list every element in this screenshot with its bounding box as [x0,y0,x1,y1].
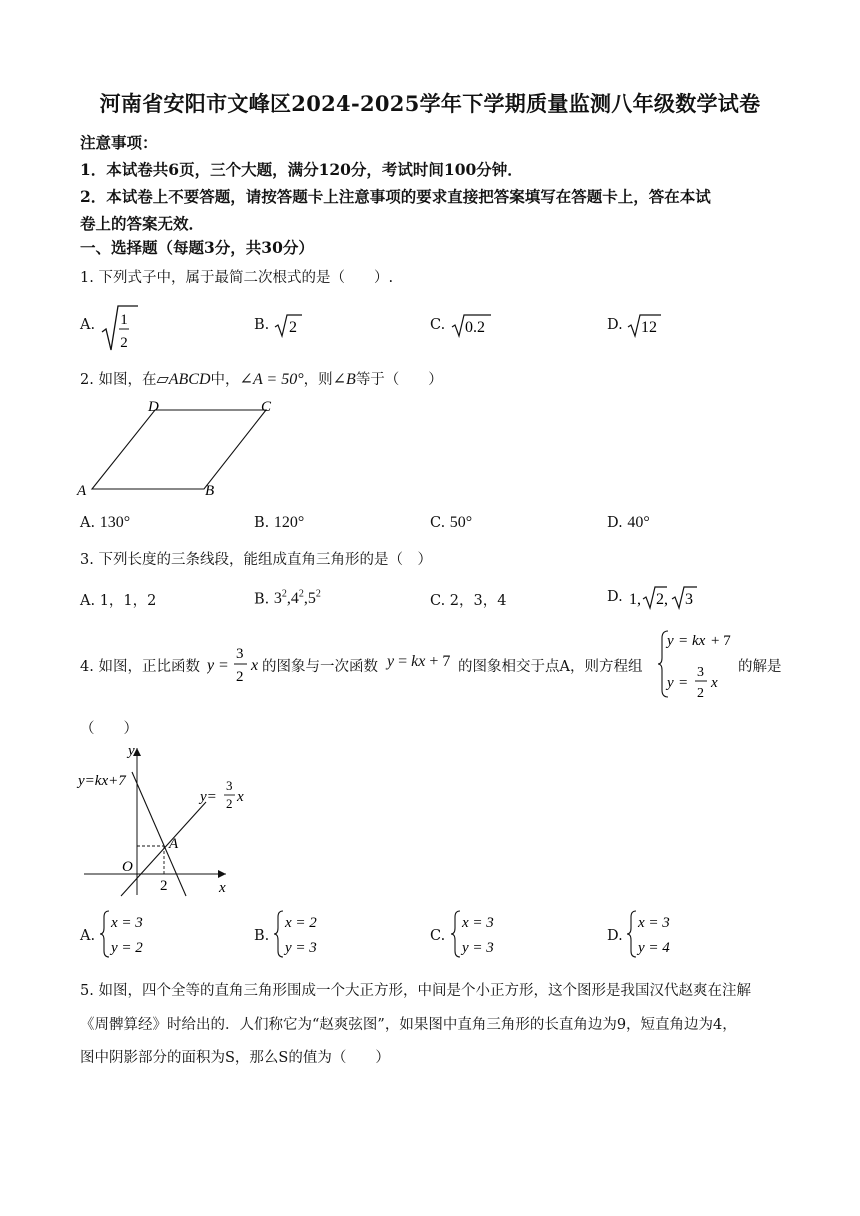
q4-option-b-letter: B. [254,928,270,944]
question-5-line-2: 《周髀算经》时给出的．人们称它为“赵爽弦图”，如果图中直角三角形的长直角边为9，短直角边为4， [80,1017,737,1033]
vertex-a-label: A [77,483,87,499]
svg-text:y = 3: y = 3 [462,940,494,956]
notice-heading: 注意事项： [80,133,158,152]
svg-text:3: 3 [697,665,704,680]
origin-label: O [122,859,133,875]
svg-text:x = 3: x = 3 [111,915,143,931]
vertex-b-label: B [205,483,215,499]
q2-option-a: A. 130° [80,514,131,531]
svg-text:2,: 2, [656,591,668,608]
q1-c-value: 0.2 [465,319,485,336]
q4-option-b-system [274,908,334,960]
svg-text:x: x [251,657,259,674]
q1-option-d-letter: D. [607,317,623,333]
angle-a: ∠A = 50° [239,371,304,388]
line-kx-plus-7 [132,772,186,896]
question-4-stem-b: 的图象与一次函数 [262,659,378,675]
q2-option-b: B. 120° [254,514,305,531]
q1-b-value: 2 [289,319,297,336]
svg-text:x: x [237,789,244,805]
svg-text:3: 3 [236,646,244,662]
tick-2-label: 2 [160,878,168,894]
q1-option-d-radical [627,312,663,338]
q3-option-b: B. $3^2,4^2,5^2$ [254,589,321,608]
question-4-stem-d: 的解是 [738,659,782,675]
line1-label: y=kx+7 [78,773,126,789]
svg-text:x: x [711,675,718,691]
svg-text:=: = [219,657,229,674]
question-5-line-3: 图中阴影部分的面积为S，那么S的值为（ ） [80,1050,390,1066]
svg-text:+ 7: + 7 [711,633,731,649]
q1-option-c-letter: C. [430,317,446,333]
svg-text:x = 3: x = 3 [462,915,494,931]
question-1-stem: 1. 下列式子中，属于最简二次根式的是（ ）. [80,270,394,286]
notice-item-2: 2．本试卷上不要答题，请按答题卡上注意事项的要求直接把答案填写在答题卡上，答在本试 [80,187,711,206]
q4-option-d-letter: D. [607,928,623,944]
q4-proportional-function [207,641,263,687]
x-axis-label: x [219,880,226,896]
q1-option-c-radical [451,312,493,338]
svg-text:y = 4: y = 4 [638,940,670,956]
q4-equation-system [655,626,747,702]
question-3-stem: 3. 下列长度的三条线段，能组成直角三角形的是（ ） [80,552,432,568]
q3-option-c: C. 2，3，4 [430,593,507,609]
notice-item-2-cont: 卷上的答案无效． [80,214,205,233]
question-4-stem-a: 4. 如图，正比函数 [80,659,200,675]
q4-option-c-system [451,908,511,960]
svg-text:2: 2 [697,686,704,701]
q2-option-d: D. 40° [607,514,650,531]
question-4-paren: （ ） [80,721,138,737]
svg-text:y = 3: y = 3 [285,940,317,956]
question-2-stem: 2. 如图，在▱ABCD中，∠A = 50°，则∠B等于（ ） [80,371,443,388]
svg-text:y: y [667,633,674,649]
parallelogram-name: ▱ABCD [156,371,211,388]
q1-option-a-radical [100,302,140,354]
q4-option-c-letter: C. [430,928,446,944]
vertex-c-label: C [261,399,272,415]
svg-text:2: 2 [236,669,244,685]
angle-b: ∠B [332,371,356,388]
q4-option-a-letter: A. [80,928,96,944]
q4-option-a-system [100,908,160,960]
page-title: 河南省安阳市文峰区2024-2025学年下学期质量监测八年级数学试卷 [99,91,761,116]
svg-text:3: 3 [226,778,233,793]
q1-option-b-letter: B. [254,317,270,333]
svg-text:y = 2: y = 2 [111,940,143,956]
q2-option-c: C. 50° [430,514,473,531]
vertex-d-label: D [148,399,159,415]
notice-item-1: 1．本试卷共6页，三个大题，满分120分，考试时间100分钟． [80,160,523,179]
q3-option-a: A. 1，1，2 [80,593,157,609]
point-a-label: A [169,836,179,852]
svg-text:=: = [679,633,688,649]
q1-option-b-radical [274,312,304,338]
question-5-line-1: 5. 如图，四个全等的直角三角形围成一个大正方形，中间是个小正方形，这个图形是我国汉代赵爽在注解 [80,983,751,999]
svg-text:2: 2 [226,796,233,811]
parallelogram-figure [76,396,286,500]
svg-text:x = 3: x = 3 [638,915,670,931]
q3-option-d-letter: D. [607,589,623,605]
q1-d-value: 12 [641,319,657,336]
q1-option-a-letter: A. [80,317,96,333]
question-4-stem-c: 的图象相交于点A，则方程组 [458,659,643,675]
svg-text:y: y [207,657,215,674]
svg-text:y: y [667,675,674,691]
q4-linear-function: y = kx + 7 [387,653,451,670]
q4-option-d-system [627,908,687,960]
q4-graph-figure [76,740,256,900]
line2-label-prefix: y= [200,789,217,805]
svg-text:x = 2: x = 2 [285,915,317,931]
svg-text:=: = [679,675,688,691]
q1-a-denominator: 2 [120,335,128,351]
svg-text:1,: 1, [629,591,641,608]
q1-a-numerator: 1 [120,312,128,328]
svg-text:kx: kx [692,633,706,649]
section-heading: 一、选择题（每题3分，共30分） [80,238,314,257]
y-axis-label: y [128,743,135,759]
q3-option-d-values [627,584,703,610]
svg-text:3: 3 [685,591,693,608]
